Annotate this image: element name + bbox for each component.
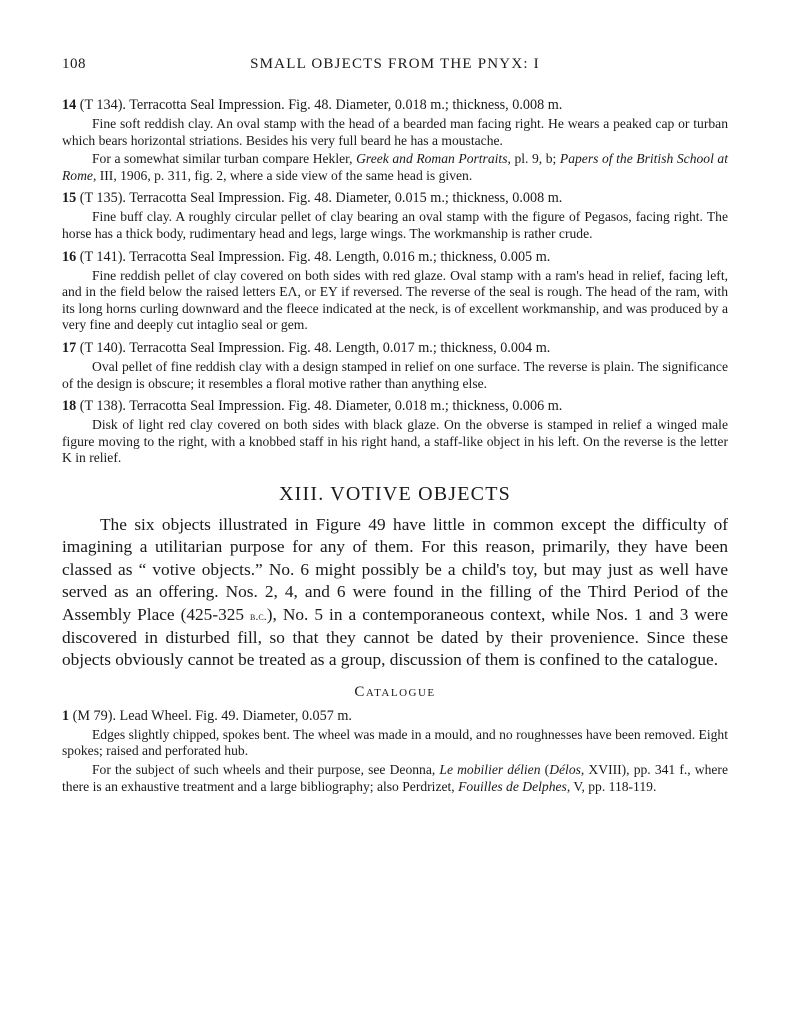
note-text: , III, 1906, p. 311, fig. 2, where a side view of the same head is given. <box>92 167 473 183</box>
entry-heading-text: (T 141). Terracotta Seal Impression. Fig. 48. Length, 0.016 m.; thickness, 0.005 m. <box>76 248 551 265</box>
entry-number: 1 <box>62 707 70 724</box>
entry-number: 14 <box>62 97 77 113</box>
entry-heading <box>62 339 728 357</box>
section-body <box>62 514 728 672</box>
note-text: ( <box>540 761 550 777</box>
catalogue-title: Catalogue <box>354 683 436 700</box>
entry-description: Fine reddish pellet of clay covered on both sides with red glaze. Oval stamp with a ram's head in relief, facing left, and in the field below the raised letters ΕΛ, or ΕΥ if reversed. The reverse of the seal is rough. The head of the ram, with its long horns curling downward and the fleece indicated at the neck, is of excellent workmanship, and was produced by a very fine and deeply cut intaglio seal or gem. <box>62 267 728 333</box>
catalogue-entry-18 <box>62 397 728 467</box>
page-number: 108 <box>62 56 86 72</box>
entry-note <box>62 151 728 184</box>
entry-number: 17 <box>62 339 77 356</box>
catalogue-entry-1 <box>62 707 728 795</box>
era-abbreviation: b.c. <box>250 608 267 623</box>
catalogue-entry-17 <box>62 339 728 392</box>
book-title: Le mobilier délien <box>439 761 541 777</box>
running-head <box>62 56 728 78</box>
entry-number: 16 <box>62 248 77 265</box>
entry-description: Disk of light red clay covered on both sides with black glaze. On the obverse is stamped in relief a winged male figure moving to the right, with a knobbed staff in his right hand, a staff-like object in his left. On the reverse is the letter Κ in relief. <box>62 417 728 466</box>
catalogue-entry-15 <box>62 189 728 242</box>
entry-note <box>62 762 728 795</box>
entry-heading-text: (T 140). Terracotta Seal Impression. Fig. 48. Length, 0.017 m.; thickness, 0.004 m. <box>76 339 551 356</box>
entry-heading-text: (T 134). Terracotta Seal Impression. Fig. 48. Diameter, 0.018 m.; thickness, 0.008 m. <box>76 97 563 113</box>
entry-description: Oval pellet of fine reddish clay with a design stamped in relief on one surface. The reverse is plain. The significance of the design is obscure; it resembles a floral motive rather than anything else. <box>62 358 728 391</box>
entry-description: Fine soft reddish clay. An oval stamp with the head of a bearded man facing right. He wears a peaked cap or turban which bears horizontal striations. Besides his very full beard he has a moustache. <box>62 116 728 148</box>
entry-description: Edges slightly chipped, spokes bent. The wheel was made in a mould, and no roughnesses have been removed. Eight spokes; raised and perforated hub. <box>62 726 728 759</box>
body-text: ), No. 5 in a contemporaneous context, while Nos. 1 and 3 were discovered in disturbed fill, so that they cannot be dated by their provenience. Since these objects obviously cannot be treated as a group, discussion of them is confined to the catalogue. <box>62 604 728 670</box>
section-title: XIII. VOTIVE OBJECTS <box>279 482 511 505</box>
entry-number: 15 <box>62 190 77 207</box>
entry-heading <box>62 96 728 114</box>
seal-entries <box>62 96 728 467</box>
note-text: , pl. 9, b; <box>507 151 560 167</box>
entry-heading-text: (T 138). Terracotta Seal Impression. Fig. 48. Diameter, 0.018 m.; thickness, 0.006 m. <box>76 398 563 415</box>
note-text: For a somewhat similar turban compare Hekler, <box>92 151 357 167</box>
body-text: The six objects illustrated in Figure 49 have little in common except the difficulty of imagining a utilitarian purpose for any of them. For this reason, primarily, they have been classed as “ votive objects.” No. 6 might possibly be a child's toy, but may just as well have served as an offering. Nos. 2, 4, and 6 were found in the filling of the Third Period of the Assembly Place (425-325 <box>62 514 728 624</box>
journal-title: Papers of the British School at Rome <box>62 151 728 183</box>
entry-description: Fine buff clay. A roughly circular pellet of clay bearing an oval stamp with the figure of Pegasos, facing right. The horse has a thick body, rudimentary head and legs, large wings. The workmanship is rather crude. <box>62 209 728 241</box>
series-title: Délos <box>549 761 581 777</box>
book-title: Greek and Roman Portraits <box>356 151 508 167</box>
note-text: For the subject of such wheels and their purpose, see Deonna, <box>92 761 440 777</box>
page <box>62 56 728 800</box>
entry-heading <box>62 189 728 207</box>
running-title: SMALL OBJECTS FROM THE PNYX: I <box>250 56 540 72</box>
entry-heading-text: (M 79). Lead Wheel. Fig. 49. Diameter, 0.057 m. <box>69 707 352 724</box>
entry-heading <box>62 707 728 725</box>
note-text: , XVIII), pp. 341 f., where there is an exhaustive treatment and a large bibliography; also Perdrizet, <box>62 761 728 794</box>
catalogue-entry-16 <box>62 248 728 334</box>
entry-heading-text: (T 135). Terracotta Seal Impression. Fig. 48. Diameter, 0.015 m.; thickness, 0.008 m. <box>76 190 563 207</box>
note-text: , V, pp. 118-119. <box>566 778 657 794</box>
entry-number: 18 <box>62 398 77 415</box>
book-title: Fouilles de Delphes <box>458 778 567 794</box>
entry-heading <box>62 248 728 266</box>
catalogue-entry-14 <box>62 96 728 184</box>
entry-heading <box>62 397 728 415</box>
